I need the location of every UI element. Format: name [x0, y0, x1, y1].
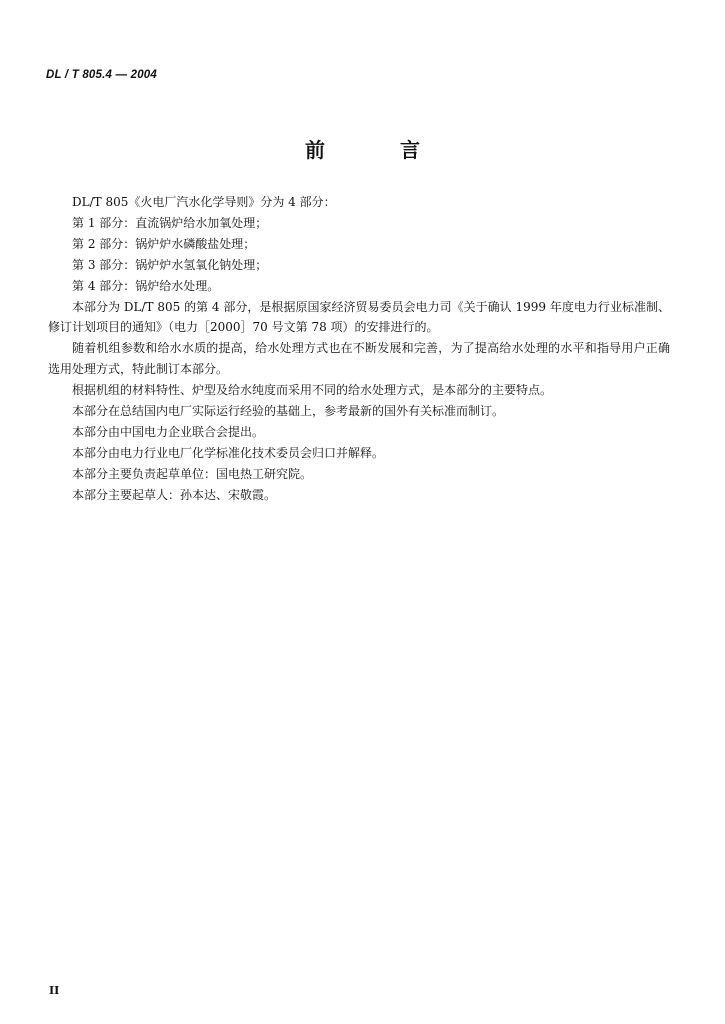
- paragraph-administrator: 本部分由电力行业电厂化学标准化技术委员会归口并解释。: [72, 445, 385, 460]
- paragraph-part-3: 第 3 部分：锅炉炉水氢氧化钠处理；: [72, 257, 268, 272]
- paragraph-drafting-unit: 本部分主要负责起草单位：国电热工研究院。: [72, 466, 313, 481]
- page-number: II: [49, 984, 60, 997]
- page-title: 前 言: [305, 138, 454, 162]
- paragraph-proposer: 本部分由中国电力企业联合会提出。: [72, 424, 265, 439]
- paragraph-part-1: 第 1 部分：直流锅炉给水加氧处理；: [72, 215, 268, 230]
- standard-code-header: DL / T 805.4 — 2004: [46, 69, 157, 81]
- paragraph-reference: 本部分在总结国内电厂实际运行经验的基础上，参考最新的国外有关标准而制订。: [72, 404, 505, 419]
- paragraph-intro: DL/T 805《火电厂汽水化学导则》分为 4 部分：: [72, 195, 336, 209]
- paragraph-part-2: 第 2 部分：锅炉炉水磷酸盐处理；: [72, 236, 256, 251]
- paragraph-feature: 根据机组的材料特性、炉型及给水纯度而采用不同的给水处理方式，是本部分的主要特点。: [72, 383, 553, 398]
- paragraph-purpose: 随着机组参数和给水水质的提高，给水处理方式也在不断发展和完善，为了提高给水处理的水平和指导用户正确选用处理方式，特此制订本部分。: [48, 341, 670, 377]
- paragraph-basis: 本部分为 DL/T 805 的第 4 部分，是根据原国家经济贸易委员会电力司《关于确认 1999 年度电力行业标准制、修订计划项目的通知》（电力［2000］70 号文第 78 项）的安排进行的。: [48, 299, 670, 335]
- paragraph-part-4: 第 4 部分：锅炉给水处理。: [72, 278, 220, 293]
- foreword-body: [48, 192, 670, 506]
- paragraph-drafters: 本部分主要起草人：孙本达、宋敬霞。: [72, 487, 277, 502]
